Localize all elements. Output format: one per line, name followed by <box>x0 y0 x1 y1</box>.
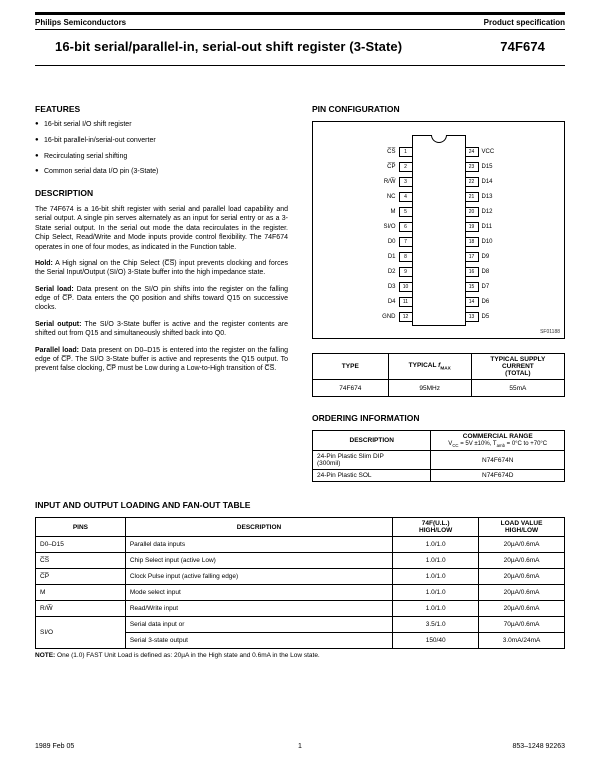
parallel-load-text: Data present on D0–D15 is entered into the register on the falling edge of C̅P̅. The SI/O 3-State buffer is active and represents the Q15 output. To prevent false clocking, C̅P̅ must be Low during a Low-to-High transition of C̅S̅. <box>35 346 288 373</box>
pin-name: M <box>36 585 126 601</box>
pin-number: 15 <box>465 282 479 292</box>
pin-number: 10 <box>399 282 413 292</box>
page-title: 16-bit serial/parallel-in, serial-out shift register (3-State) <box>55 39 403 54</box>
serial-output-text: The SI/O 3-State buffer is active and the register contents are shifted out from Q15 and simultaneously shifted back into Q0. <box>35 320 288 338</box>
col-description: DESCRIPTION <box>313 431 431 451</box>
col-type: TYPE <box>313 354 389 380</box>
ordering-header-row <box>313 431 565 451</box>
pin-number: 19 <box>465 222 479 232</box>
pin-number: 5 <box>399 207 413 217</box>
pin-label: D12 <box>481 208 493 215</box>
pin-label: D11 <box>481 223 493 230</box>
serial-load-text: Data present on the SI/O pin shifts into the register on the falling edge of C̅P̅. Data enters the Q0 position and shifts toward Q15 on successive clocks. <box>35 285 288 312</box>
col-fmax: TYPICAL $f_{MAX}$ <box>388 354 471 380</box>
pin-description: Clock Pulse input (active falling edge) <box>125 569 392 585</box>
pin-number: 7 <box>399 237 413 247</box>
fanout-row <box>36 553 565 569</box>
fanout-row <box>36 569 565 585</box>
description-parallel-load <box>35 346 288 374</box>
pin-row <box>366 204 412 219</box>
bullet-icon: ● <box>35 136 39 143</box>
pin-label: SI/O <box>383 223 396 230</box>
pin-row <box>366 144 412 159</box>
unit-load: 1.0/1.0 <box>393 537 479 553</box>
pin-number: 16 <box>465 267 479 277</box>
pin-number: 21 <box>465 192 479 202</box>
type-table <box>312 353 565 397</box>
pin-number: 11 <box>399 297 413 307</box>
pin-label: D0 <box>387 238 396 245</box>
page-footer <box>35 743 565 750</box>
col-description: DESCRIPTION <box>125 518 392 537</box>
unit-load: 1.0/1.0 <box>393 585 479 601</box>
pin-name: C̅P̅ <box>36 569 126 585</box>
pin-number: 6 <box>399 222 413 232</box>
fanout-row <box>36 617 565 633</box>
pin-row <box>466 234 512 249</box>
description-paragraph <box>35 205 288 252</box>
unit-load: 1.0/1.0 <box>393 569 479 585</box>
serial-load-lead: Serial load: <box>35 285 74 293</box>
load-value: 20µA/0.6mA <box>479 553 565 569</box>
pin-number: 20 <box>465 207 479 217</box>
pin-label: D4 <box>387 298 396 305</box>
ordering-row <box>313 451 565 470</box>
feature-item <box>35 121 288 130</box>
pin-label: M <box>390 208 396 215</box>
title-row <box>35 30 565 65</box>
pin-row <box>466 144 512 159</box>
load-value: 20µA/0.6mA <box>479 585 565 601</box>
feature-item <box>35 168 288 177</box>
features-list <box>35 121 288 177</box>
pin-number: 8 <box>399 252 413 262</box>
pin-description: Serial data input or <box>125 617 392 633</box>
pin-row <box>366 219 412 234</box>
pin-label: R/W̅ <box>383 178 396 185</box>
load-value: 3.0mA/24mA <box>479 633 565 649</box>
supply-value: 55mA <box>471 380 564 397</box>
dip-right-pins <box>466 135 512 324</box>
feature-text: 16-bit serial I/O shift register <box>44 121 132 128</box>
type-table-data-row <box>313 380 565 397</box>
pin-row <box>466 294 512 309</box>
bullet-icon: ● <box>35 152 39 159</box>
col-load-value: LOAD VALUE HIGH/LOW <box>479 518 565 537</box>
pin-label: D1 <box>387 253 396 260</box>
feature-text: Common serial data I/O pin (3-State) <box>44 168 159 176</box>
fmax-value: 95MHz <box>388 380 471 397</box>
pin-number: 24 <box>465 147 479 157</box>
pin-row <box>366 174 412 189</box>
pin-description: Parallel data inputs <box>125 537 392 553</box>
type-table-header-row <box>313 354 565 380</box>
fanout-table <box>35 517 565 649</box>
bullet-icon: ● <box>35 168 39 175</box>
col-commercial-range: COMMERCIAL RANGE $V_{CC} = 5V \pm 10\%$, $T_{amb} = 0^\circ C$ to +70°C <box>431 431 565 451</box>
pin-row <box>466 204 512 219</box>
pin-name: R/W̅ <box>36 601 126 617</box>
serial-output-lead: Serial output: <box>35 320 82 328</box>
part-code: N74F674D <box>431 470 565 482</box>
feature-item <box>35 153 288 162</box>
fanout-row <box>36 585 565 601</box>
pin-row <box>466 174 512 189</box>
header-company: Philips Semiconductors <box>35 18 127 27</box>
pin-label: D14 <box>481 178 493 185</box>
fanout-row <box>36 601 565 617</box>
pin-description: Mode select input <box>125 585 392 601</box>
feature-text: Recirculating serial shifting <box>44 152 128 160</box>
unit-load: 3.5/1.0 <box>393 617 479 633</box>
ordering-row <box>313 470 565 482</box>
table-note <box>35 652 565 659</box>
unit-load: 1.0/1.0 <box>393 601 479 617</box>
package-description: 24-Pin Plastic SOL <box>313 470 431 482</box>
pin-row <box>366 189 412 204</box>
pin-number: 17 <box>465 252 479 262</box>
pin-label: D8 <box>481 268 490 275</box>
fanout-header-row <box>36 518 565 537</box>
pin-description: Read/Write input <box>125 601 392 617</box>
title-rule <box>35 65 565 66</box>
pin-name: C̅S̅ <box>36 553 126 569</box>
ordering-table <box>312 430 565 482</box>
pin-label: D13 <box>481 193 493 200</box>
footer-doc-code: 853–1248 92263 <box>512 743 566 750</box>
type-value: 74F674 <box>313 380 389 397</box>
hold-text: A High signal on the Chip Select (C̅S̅) input prevents clocking and forces the Serial Input/Output (SI/O) 3-State buffer into the high impedance state. <box>35 259 288 277</box>
pin-configuration-heading: PIN CONFIGURATION <box>312 104 400 114</box>
pin-description: Serial 3-state output <box>125 633 392 649</box>
load-value: 20µA/0.6mA <box>479 601 565 617</box>
features-heading: FEATURES <box>35 104 81 114</box>
feature-item <box>35 137 288 146</box>
pin-label: D15 <box>481 163 493 170</box>
pin-label: NC <box>386 193 396 200</box>
header-spec-type: Product specification <box>483 18 565 27</box>
load-value: 70µA/0.6mA <box>479 617 565 633</box>
parallel-load-lead: Parallel load: <box>35 346 79 354</box>
two-column-body <box>35 104 565 482</box>
dip-notch <box>431 135 447 143</box>
dip-body <box>412 135 466 326</box>
pin-row <box>366 249 412 264</box>
fanout-row <box>36 537 565 553</box>
pin-name: D0–D15 <box>36 537 126 553</box>
pin-number: 3 <box>399 177 413 187</box>
feature-text: 16-bit parallel-in/serial-out converter <box>44 136 156 144</box>
pin-row <box>366 309 412 324</box>
pin-number: 23 <box>465 162 479 172</box>
pin-label: D6 <box>481 298 490 305</box>
description-p1-text: The 74F674 is a 16-bit shift register with serial and parallel load capability and serial output. A single pin serves alternately as an input for serial entry or as a 3-State serial output. In the serial out mode the data recirculates in the register. Chip Select, Read/Write and Mode inputs provide control flexibility. The 74F674 operates in one of four modes, as indicated in the Function table. <box>35 206 288 251</box>
pin-label: C̅P̅ <box>387 163 396 170</box>
pin-row <box>466 219 512 234</box>
pin-row <box>366 279 412 294</box>
unit-load: 1.0/1.0 <box>393 553 479 569</box>
pin-row <box>366 294 412 309</box>
description-heading: DESCRIPTION <box>35 188 94 198</box>
pin-label: C̅S̅ <box>387 148 396 155</box>
pin-label: D2 <box>387 268 396 275</box>
pin-description: Chip Select input (active Low) <box>125 553 392 569</box>
right-column <box>312 104 565 482</box>
pin-label: VCC <box>481 148 495 155</box>
pin-number: 13 <box>465 312 479 322</box>
pin-row <box>466 249 512 264</box>
unit-load: 150/40 <box>393 633 479 649</box>
dip-left-pins <box>366 135 412 324</box>
package-description: 24-Pin Plastic Slim DIP (300mil) <box>313 451 431 470</box>
diagram-code: SF01188 <box>540 329 560 335</box>
page-header <box>35 15 565 29</box>
bullet-icon: ● <box>35 121 39 127</box>
pin-number: 9 <box>399 267 413 277</box>
part-code: N74F674N <box>431 451 565 470</box>
pin-name: SI/O <box>36 617 126 649</box>
pin-row <box>366 234 412 249</box>
pin-number: 18 <box>465 237 479 247</box>
pin-label: D5 <box>481 313 490 320</box>
pin-label: GND <box>382 313 396 320</box>
pin-row <box>466 264 512 279</box>
footer-page-number: 1 <box>298 743 302 750</box>
col-supply-current: TYPICAL SUPPLY CURRENT (TOTAL) <box>471 354 564 380</box>
pin-label: D7 <box>481 283 490 290</box>
pin-row <box>466 159 512 174</box>
pin-label: D10 <box>481 238 493 245</box>
part-number: 74F674 <box>500 39 545 54</box>
pin-label: D3 <box>387 283 396 290</box>
pin-number: 22 <box>465 177 479 187</box>
ordering-heading: ORDERING INFORMATION <box>312 413 420 423</box>
left-column <box>35 104 288 482</box>
col-pins: PINS <box>36 518 126 537</box>
pin-row <box>466 189 512 204</box>
pin-diagram-frame <box>312 121 565 339</box>
pin-number: 1 <box>399 147 413 157</box>
description-serial-output <box>35 320 288 339</box>
description-serial-load <box>35 285 288 313</box>
note-text: One (1.0) FAST Unit Load is defined as: 20µA in the High state and 0.6mA in the Low state. <box>55 652 320 660</box>
pin-label: D9 <box>481 253 490 260</box>
fanout-heading: INPUT AND OUTPUT LOADING AND FAN-OUT TABLE <box>35 500 251 511</box>
pin-number: 2 <box>399 162 413 172</box>
load-value: 20µA/0.6mA <box>479 537 565 553</box>
hold-lead: Hold: <box>35 259 53 267</box>
note-label: NOTE: <box>35 652 56 660</box>
pin-number: 14 <box>465 297 479 307</box>
pin-row <box>366 264 412 279</box>
dip-package-diagram <box>313 135 564 326</box>
pin-row <box>466 279 512 294</box>
pin-number: 12 <box>399 312 413 322</box>
col-unit-loads: 74F(U.L.) HIGH/LOW <box>393 518 479 537</box>
pin-row <box>466 309 512 324</box>
footer-date: 1989 Feb 05 <box>35 743 75 750</box>
pin-number: 4 <box>399 192 413 202</box>
pin-row <box>366 159 412 174</box>
load-value: 20µA/0.6mA <box>479 569 565 585</box>
description-hold <box>35 259 288 278</box>
